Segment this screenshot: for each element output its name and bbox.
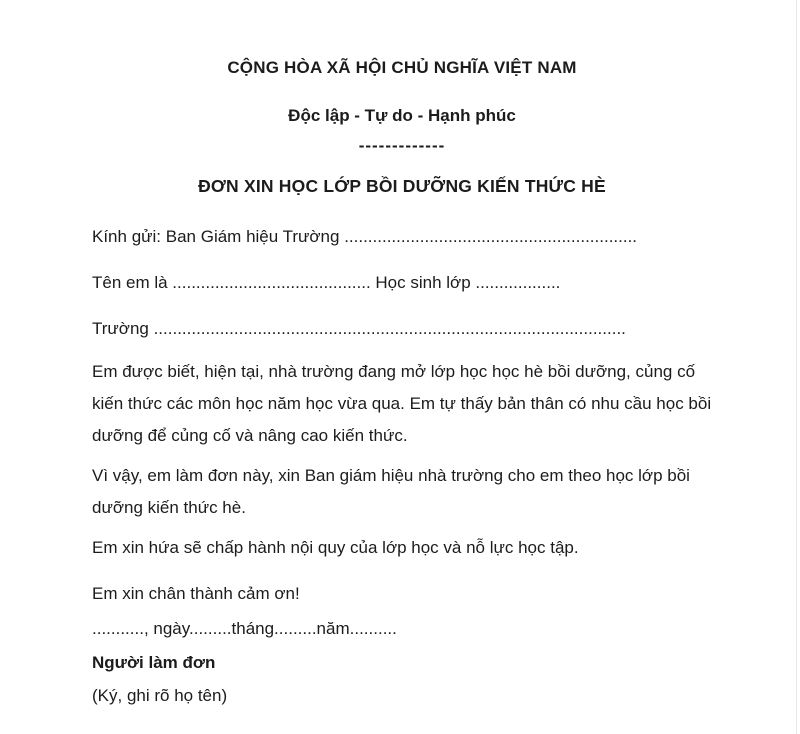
paragraph-request: Vì vậy, em làm đơn này, xin Ban giám hiệu nhà trường cho em theo học lớp bồi dưỡng kiến thức hè. — [92, 466, 690, 517]
paragraph-thanks: Em xin chân thành cảm ơn! — [92, 584, 300, 603]
document-title: ĐƠN XIN HỌC LỚP BỒI DƯỠNG KIẾN THỨC HÈ — [198, 176, 606, 196]
document-header — [92, 58, 712, 196]
motto-subtitle: Độc lập - Tự do - Hạnh phúc — [288, 106, 516, 125]
name-class-line: Tên em là .......................................... Học sinh lớp .................. — [92, 273, 561, 292]
page-edge-line — [796, 0, 797, 734]
recipient-line: Kính gửi: Ban Giám hiệu Trường .............................................................. — [92, 227, 638, 246]
school-line: Trường .................................................................................................... — [92, 319, 626, 338]
national-motto: CỘNG HÒA XÃ HỘI CHỦ NGHĨA VIỆT NAM — [227, 58, 577, 77]
signer-note: (Ký, ghi rõ họ tên) — [92, 686, 228, 705]
paragraph-promise: Em xin hứa sẽ chấp hành nội quy của lớp học và nỗ lực học tập. — [92, 538, 579, 557]
date-line: ..........., ngày.........tháng.........năm.......... — [92, 619, 397, 638]
signer-title: Người làm đơn — [92, 653, 216, 672]
paragraph-intro: Em được biết, hiện tại, nhà trường đang mở lớp học học hè bồi dưỡng, củng cố kiến thức các môn học năm học vừa qua. Em tự thấy bản thân có nhu cầu học bồi dưỡng để củng cố và nâng cao kiến thức. — [92, 362, 712, 445]
separator-dashes: ------------- — [358, 136, 446, 155]
